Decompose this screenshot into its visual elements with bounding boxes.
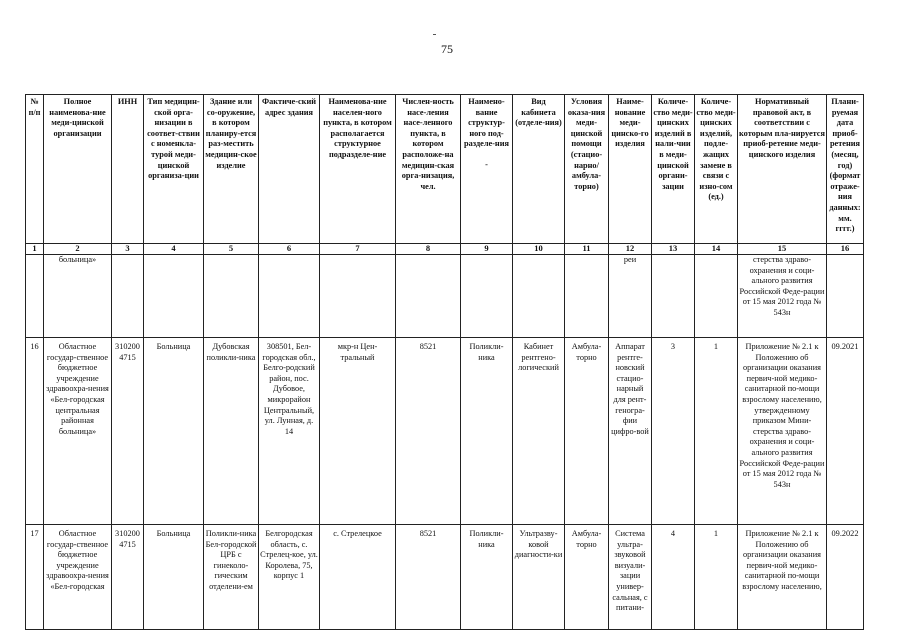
page-number: 75 bbox=[441, 42, 453, 56]
column-number: 4 bbox=[144, 244, 204, 255]
legal-act: Приложение № 2.1 к Положению об организации оказания первич-ной медико-санитарной по-мощи взрослому населению, bbox=[738, 525, 827, 630]
column-number: 14 bbox=[695, 244, 738, 255]
table-row bbox=[26, 338, 864, 525]
row-number: 17 bbox=[26, 525, 44, 630]
column-number: 16 bbox=[827, 244, 864, 255]
purchase-date: 09.2022 bbox=[827, 525, 864, 630]
cabinet: Ультразву-ковой диагности-ки bbox=[513, 525, 565, 630]
header-row bbox=[26, 95, 864, 244]
table-cell bbox=[26, 255, 44, 338]
org-name: Областное государ-ственное бюджетное учреждение здравоохра-нения «Бел-городская bbox=[44, 525, 112, 630]
purchase-date: 09.2021 bbox=[827, 338, 864, 525]
header-cell bbox=[461, 95, 513, 244]
header-cell: Плани-руемая дата приоб-ретения (месяц, год) (формат отраже-ния данных: мм. гггг.) bbox=[827, 95, 864, 244]
header-cell: Полное наименова-ние меди-цинской организации bbox=[44, 95, 112, 244]
table-cell bbox=[565, 255, 609, 338]
table-cell bbox=[827, 255, 864, 338]
table-cell: больница» bbox=[44, 255, 112, 338]
column-number: 8 bbox=[396, 244, 461, 255]
column-number: 7 bbox=[320, 244, 396, 255]
header-cell: Условия оказа-ния меди-цинской помощи (стацио-нарно/ амбула-торно) bbox=[565, 95, 609, 244]
replace-qty: 1 bbox=[695, 525, 738, 630]
table-cell bbox=[204, 255, 259, 338]
table-cell bbox=[513, 255, 565, 338]
device-name: Аппарат рентге-новский стацио-нарный для рент-геногра-фии цифро-вой bbox=[609, 338, 652, 525]
column-number: 1 bbox=[26, 244, 44, 255]
inn: 310200 4715 bbox=[112, 338, 144, 525]
table-cell bbox=[259, 255, 320, 338]
header-cell: Количе-ство меди-цинских изделий в нали-чии в меди-цинской органи-зации bbox=[652, 95, 695, 244]
column-number: 2 bbox=[44, 244, 112, 255]
column-number: 3 bbox=[112, 244, 144, 255]
cabinet: Кабинет рентгено-логический bbox=[513, 338, 565, 525]
unit: Поликли-ника bbox=[461, 525, 513, 630]
table-cell: реи bbox=[609, 255, 652, 338]
column-number: 6 bbox=[259, 244, 320, 255]
header-cell: Нормативный правовой акт, в соответствии с которым пла-нируется приоб-ретение меди-цинского изделия bbox=[738, 95, 827, 244]
settlement: с. Стрелецкое bbox=[320, 525, 396, 630]
device-qty: 3 bbox=[652, 338, 695, 525]
column-number: 15 bbox=[738, 244, 827, 255]
table-cell: стерства здраво-охранения и соци-ального развития Российской Феде-рации от 15 мая 2012 года № 543н bbox=[738, 255, 827, 338]
building: Дубовская поликли-ника bbox=[204, 338, 259, 525]
table-cell bbox=[112, 255, 144, 338]
header-cell: Фактиче-ский адрес здания bbox=[259, 95, 320, 244]
column-number: 9 bbox=[461, 244, 513, 255]
header-cell: Здание или со-оружение, в котором планиру-ется раз-местить медицин-ское изделие bbox=[204, 95, 259, 244]
header-cell: Числен-ность насе-ления насе-ленного пункта, в котором расположе-на медицин-ская орга-низация, чел. bbox=[396, 95, 461, 244]
device-name: Система ультра-звуковой визуали-зации универ-сальная, с питани- bbox=[609, 525, 652, 630]
column-number: 10 bbox=[513, 244, 565, 255]
unit: Поликли-ника bbox=[461, 338, 513, 525]
column-number-row bbox=[26, 244, 864, 255]
table-row bbox=[26, 525, 864, 630]
table-cell bbox=[396, 255, 461, 338]
org-type: Больница bbox=[144, 525, 204, 630]
replace-qty: 1 bbox=[695, 338, 738, 525]
column-number: 11 bbox=[565, 244, 609, 255]
table-cell bbox=[144, 255, 204, 338]
header-cell: № п/п bbox=[26, 95, 44, 244]
row-number: 16 bbox=[26, 338, 44, 525]
header-cell: Наименова-ние населен-ного пункта, в котором располагается структурное подразделе-ние bbox=[320, 95, 396, 244]
legal-act: Приложение № 2.1 к Положению об организации оказания первич-ной медико-санитарной по-мощи взрослому населению, утвержденному приказом Мини-стерства здраво-охранения и соци-ального развития Российской Феде-рации от 15 мая 2012 года № 543н bbox=[738, 338, 827, 525]
column-number: 13 bbox=[652, 244, 695, 255]
address: 308501, Бел-городская обл., Белго-родский район, пос. Дубовое, микрорайон Центральный, ул. Лунная, д. 14 bbox=[259, 338, 320, 525]
table-cell bbox=[652, 255, 695, 338]
building: Поликли-ника Бел-городской ЦРБ с гинеколо-гическим отделени-ем bbox=[204, 525, 259, 630]
scan-mark bbox=[433, 34, 436, 35]
care-conditions: Амбула-торно bbox=[565, 525, 609, 630]
table-cell bbox=[461, 255, 513, 338]
column-number: 5 bbox=[204, 244, 259, 255]
table-row-continuation bbox=[26, 255, 864, 338]
population: 8521 bbox=[396, 338, 461, 525]
settlement: мкр-н Цен-тральный bbox=[320, 338, 396, 525]
table-cell bbox=[695, 255, 738, 338]
device-qty: 4 bbox=[652, 525, 695, 630]
address: Белгородская область, с. Стрелец-кое, ул. Королева, 75, корпус 1 bbox=[259, 525, 320, 630]
population: 8521 bbox=[396, 525, 461, 630]
care-conditions: Амбула-торно bbox=[565, 338, 609, 525]
header-cell: ИНН bbox=[112, 95, 144, 244]
header-dash: - bbox=[485, 159, 488, 169]
inn: 310200 4715 bbox=[112, 525, 144, 630]
equipment-registry-table bbox=[25, 94, 864, 630]
header-cell: Наиме-нование меди-цинско-го изделия bbox=[609, 95, 652, 244]
column-number: 12 bbox=[609, 244, 652, 255]
header-cell: Тип медицин-ской орга-низации в соответ-ствии с номенкла-турой меди-цинской организа-ции bbox=[144, 95, 204, 244]
header-cell: Вид кабинета (отделе-ния) bbox=[513, 95, 565, 244]
org-name: Областное государ-ственное бюджетное учреждение здравоохра-нения «Бел-городская центральная районная больница» bbox=[44, 338, 112, 525]
header-cell-text: Наимено-вание структур-ного под-разделе-ния bbox=[464, 97, 509, 149]
org-type: Больница bbox=[144, 338, 204, 525]
table-cell bbox=[320, 255, 396, 338]
header-cell: Количе-ство меди-цинских изделий, подле-жащих замене в связи с изно-сом (ед.) bbox=[695, 95, 738, 244]
